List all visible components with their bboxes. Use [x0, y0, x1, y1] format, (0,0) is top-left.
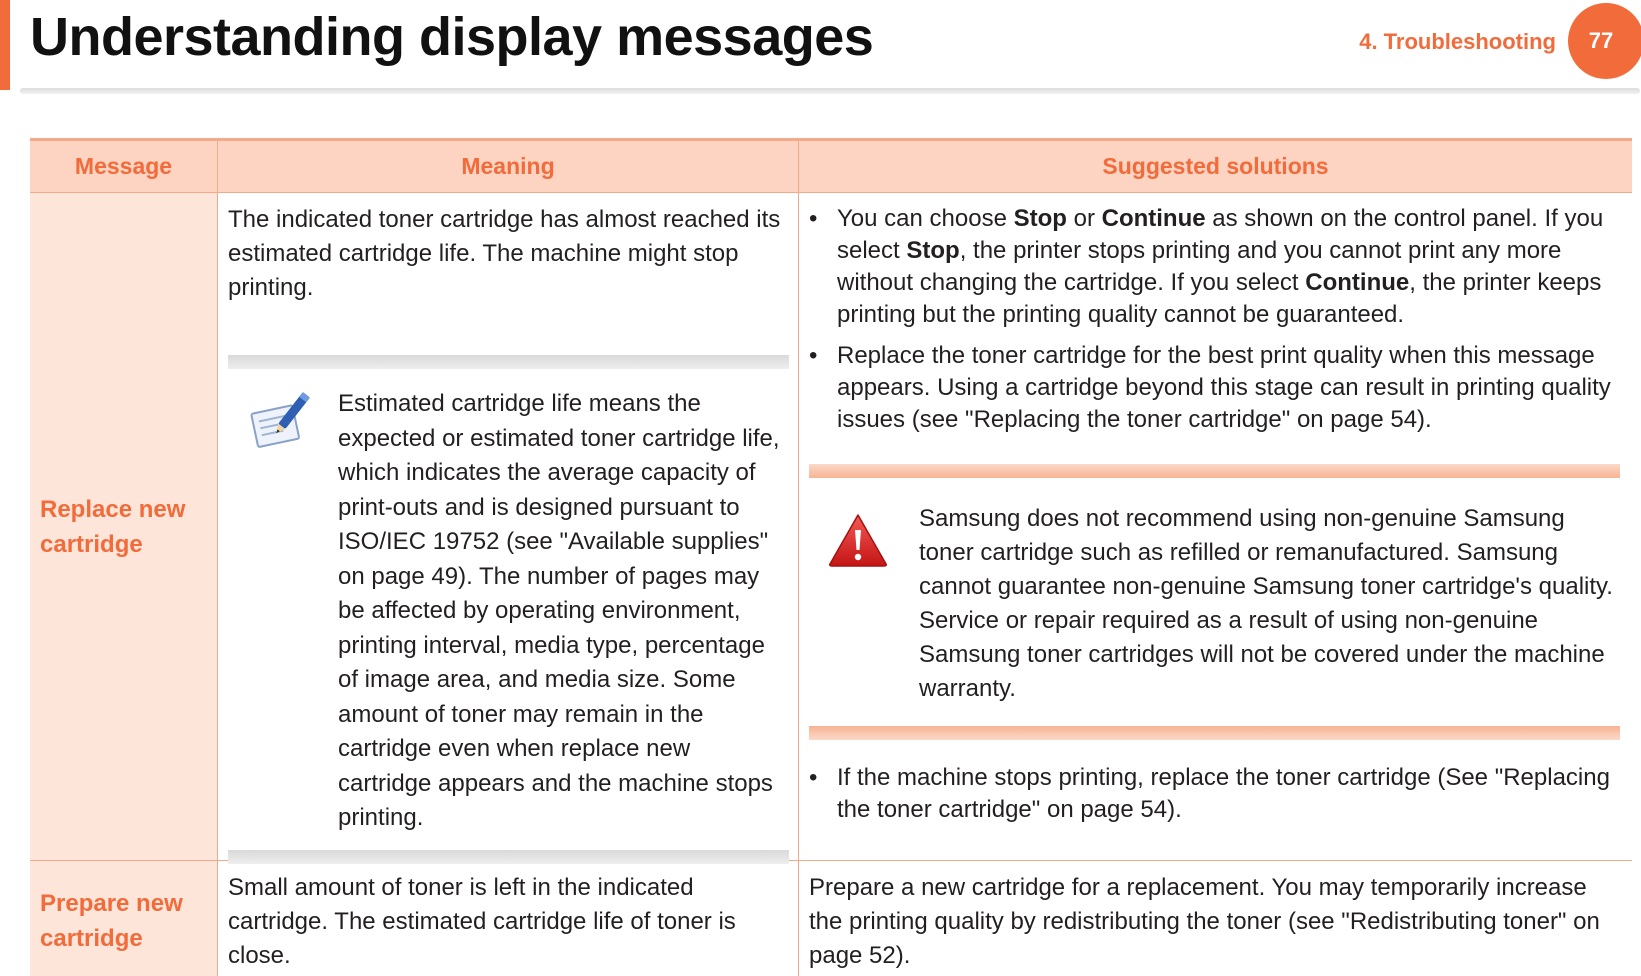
solution-text: Prepare a new cartridge for a replacement. You may temporarily increase the printing quality by redistributing the toner (see "Redistributing toner" on page 52). [809, 874, 1600, 969]
warning-text: Samsung does not recommend using non-genuine Samsung toner cartridge such as refilled or remanufactured. Samsung cannot guarantee non-genuine Samsung toner cartridge's quality. Service or repair required as a result of using non-genuine Samsung toner cartridges will not be covered under the machine warranty. [919, 505, 1613, 702]
list-item [809, 203, 1624, 331]
solutions-list-continued [809, 762, 1624, 826]
column-header-meaning: Meaning [218, 141, 799, 192]
page-number-badge: 77 [1568, 3, 1641, 79]
messages-table [30, 138, 1632, 976]
bullet-text: or [1066, 205, 1102, 232]
bullet-text: as shown on the control panel. If you select [837, 205, 1604, 264]
note-box [228, 355, 789, 864]
chapter-label: 4. Troubleshooting [1359, 29, 1556, 54]
bullet-glyph: • [809, 205, 818, 232]
bullet-text: If the machine stops printing, replace the toner cartridge (See "Replacing the toner cartridge" on page 54). [837, 764, 1610, 823]
meaning-text: The indicated toner cartridge has almost reached its estimated cartridge life. The machine might stop printing. [228, 206, 781, 301]
stop-option-label: Stop [1013, 205, 1067, 232]
warning-triangle-icon [809, 502, 919, 706]
header-accent-bar [0, 0, 10, 90]
solutions-cell [799, 861, 1632, 976]
bullet-text: You can choose [837, 205, 1014, 232]
table-row [30, 193, 1632, 861]
note-pencil-icon [228, 387, 338, 836]
meaning-cell [218, 861, 799, 976]
header-divider [20, 88, 1640, 94]
page-title: Understanding display messages [30, 7, 874, 67]
column-header-message: Message [30, 141, 218, 192]
table-row [30, 861, 1632, 976]
stop-option-label: Stop [906, 237, 960, 264]
continue-option-label: Continue [1305, 269, 1410, 296]
continue-option-label: Continue [1101, 205, 1206, 232]
message-name: Replace new cartridge [30, 193, 218, 860]
bullet-text: Replace the toner cartridge for the best print quality when this message appears. Using a cartridge beyond this stage can result in printing quality issues (see "Replacing the toner cartridge" on page 54). [837, 342, 1611, 433]
meaning-text: Small amount of toner is left in the indicated cartridge. The estimated cartridge life of toner is close. [228, 874, 736, 969]
solutions-list [809, 203, 1624, 436]
warning-box [809, 464, 1620, 740]
warning-bottom-rule [809, 726, 1620, 740]
bullet-glyph: • [809, 764, 818, 791]
message-name: Prepare new cartridge [30, 861, 218, 976]
note-text: Estimated cartridge life means the expected or estimated toner cartridge life, which indicates the average capacity of print-outs and is designed pursuant to ISO/IEC 19752 (see "Available supplies" on page 49). The number of pages may be affected by operating environment, printing interval, media type, percentage of image area, and media size. Some amount of toner may remain in the cartridge even when replace new cartridge appears and the machine stops printing. [338, 390, 780, 831]
meaning-cell [218, 193, 799, 860]
list-item [809, 340, 1624, 436]
bullet-glyph: • [809, 342, 818, 369]
column-header-solutions: Suggested solutions [1102, 153, 1329, 179]
bullet-text: , the printer keeps printing but the printing quality cannot be guaranteed. [837, 269, 1602, 328]
warning-top-rule [809, 464, 1620, 478]
solutions-cell [799, 193, 1632, 860]
list-item [809, 762, 1624, 826]
bullet-text: , the printer stops printing and you cannot print any more without changing the cartridge. If you select [837, 237, 1562, 296]
note-top-rule [228, 355, 789, 369]
table-header-row [30, 141, 1632, 193]
